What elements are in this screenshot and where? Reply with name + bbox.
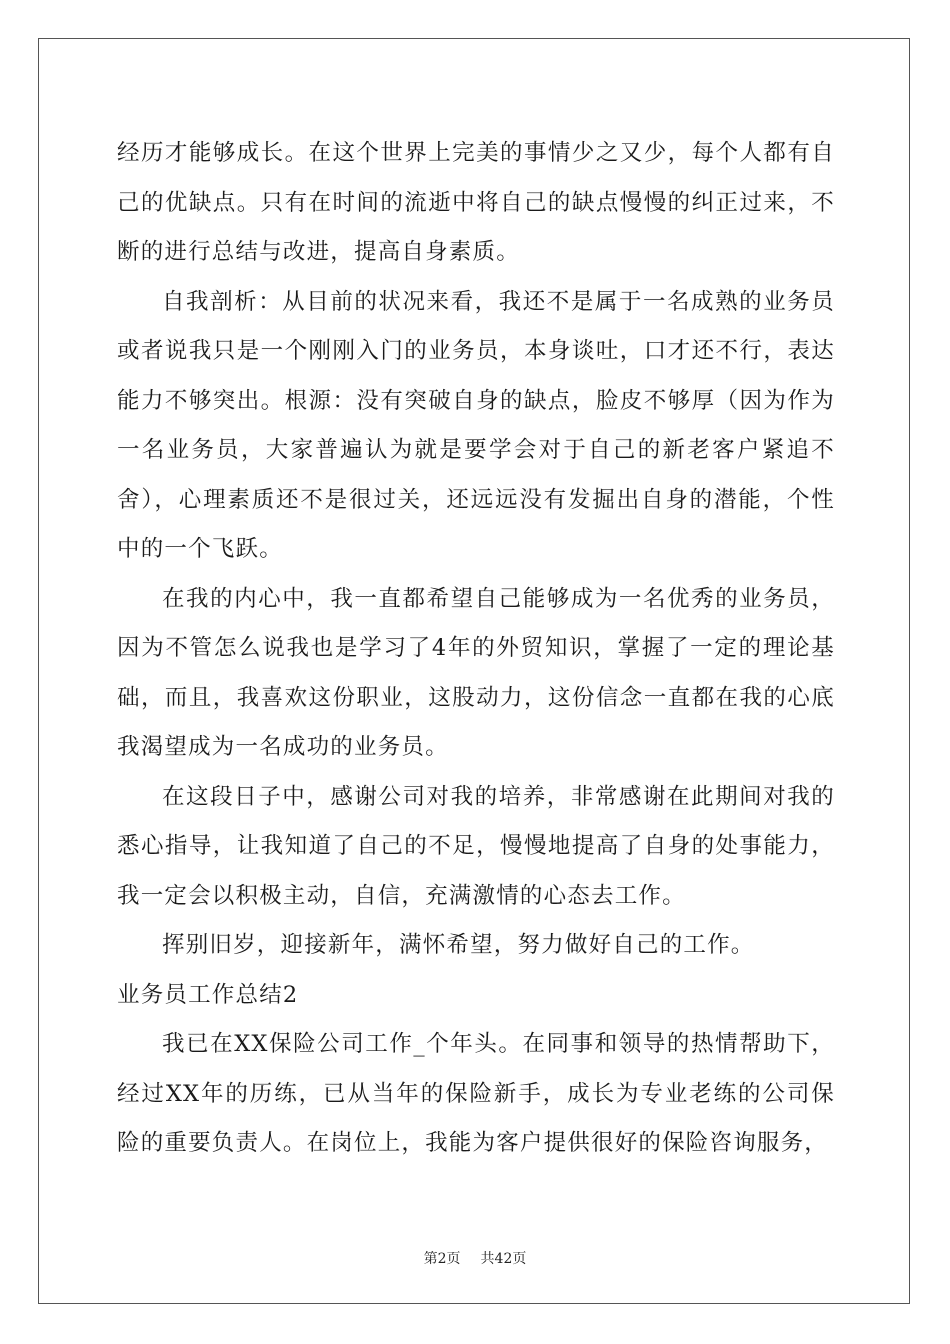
section-heading: 业务员工作总结2: [117, 981, 299, 1008]
paragraph-self-analysis: 自我剖析：从目前的状况来看，我还不是属于一名成熟的业务员或者说我只是一个刚刚入门的业务员，本身谈吐，口才还不行，表达能力不够突出。根源：没有突破自身的缺点，脸皮不够厚（因为作为一名业务员，大家普遍认为就是要学会对于自己的新老客户紧追不舍），心理素质还不是很过关，还远远没有发掘出自身的潜能，个性中的一个飞跃。: [117, 288, 835, 562]
paragraph-aspiration: 在我的内心中，我一直都希望自己能够成为一名优秀的业务员，因为不管怎么说我也是学习了4年的外贸知识，掌握了一定的理论基础，而且，我喜欢这份职业，这股动力，这份信念一直都在我的心底我渴望成为一名成功的业务员。: [117, 585, 835, 760]
page-total: 共42页: [480, 1251, 527, 1267]
document-body: [117, 129, 835, 1169]
paragraph-continuation: 经历才能够成长。在这个世界上完美的事情少之又少，每个人都有自己的优缺点。只有在时间的流逝中将自己的缺点慢慢的纠正过来，不断的进行总结与改进，提高自身素质。: [117, 140, 835, 265]
paragraph-gratitude: 在这段日子中，感谢公司对我的培养，非常感谢在此期间对我的悉心指导，让我知道了自己的不足，慢慢地提高了自身的处事能力，我一定会以积极主动，自信，充满激情的心态去工作。: [117, 783, 835, 909]
page-number: 第2页: [423, 1251, 461, 1267]
paragraph-insurance-intro: 我已在XX保险公司工作_个年头。在同事和领导的热情帮助下，经过XX年的历练，已从当年的保险新手，成长为专业老练的公司保险的重要负责人。在岗位上，我能为客户提供很好的保险咨询服务，: [117, 1031, 835, 1156]
paragraph-new-year: 挥别旧岁，迎接新年，满怀希望，努力做好自己的工作。: [162, 932, 755, 958]
page-footer: [0, 1248, 950, 1268]
